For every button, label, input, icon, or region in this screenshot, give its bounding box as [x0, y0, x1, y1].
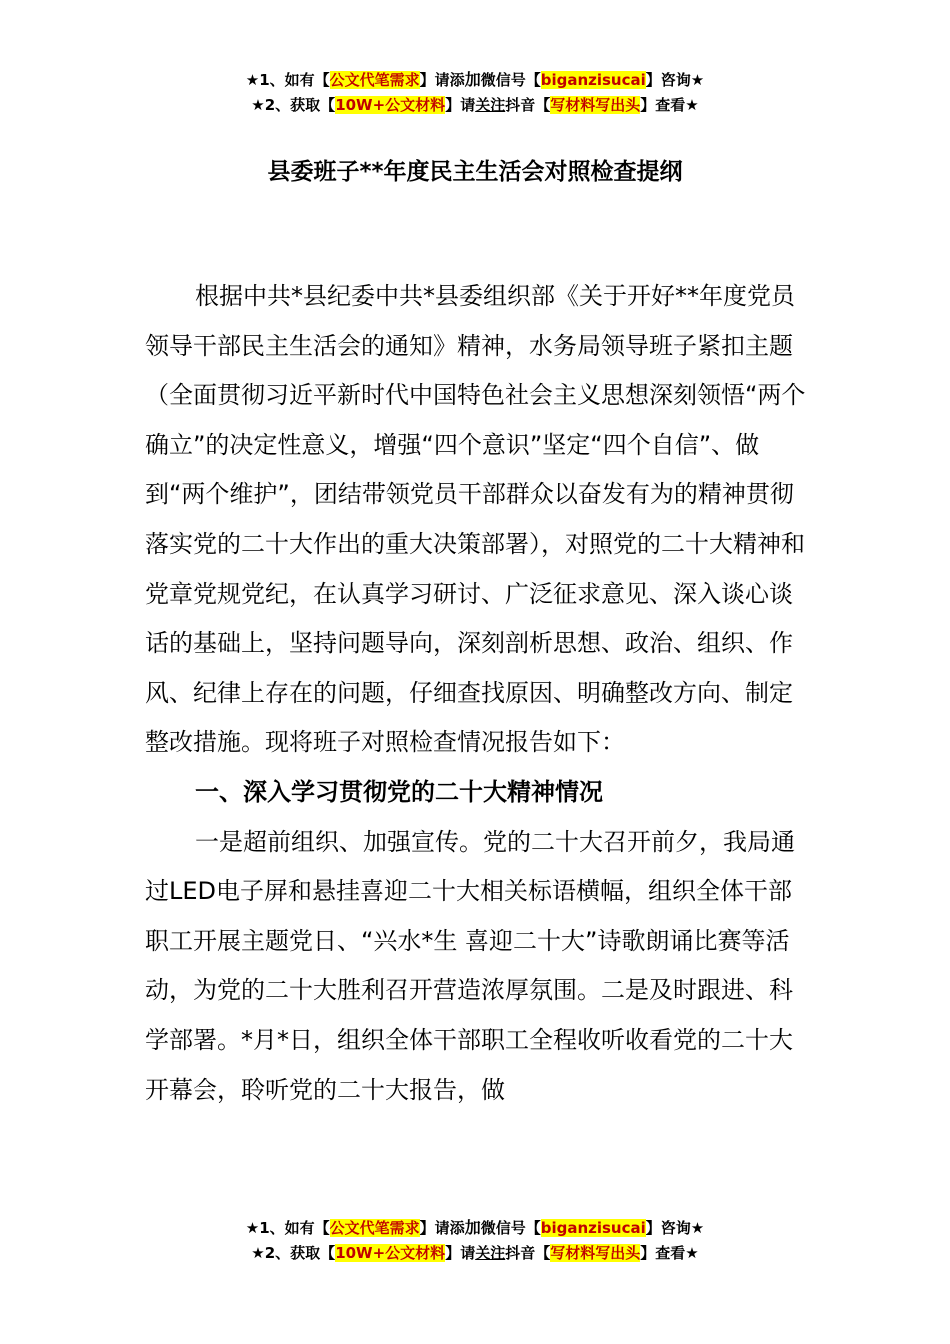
- banner-text: 抖音【: [505, 96, 551, 114]
- banner-line-2: [0, 93, 950, 118]
- intro-paragraph: 根据中共*县纪委中共*县委组织部《关于开好**年度党员领导干部民主生活会的通知》精神，水务局领导班子紧扣主题（全面贯彻习近平新时代中国特色社会主义思想深刻领悟“两个确立”的决定性意义，增强“四个意识”坚定“四个自信”、做到“两个维护”，团结带领党员干部群众以奋发有为的精神贯彻落实党的二十大作出的重大决策部署），对照党的二十大精神和党章党规党纪，在认真学习研讨、广泛征求意见、深入谈心谈话的基础上，坚持问题导向，深刻剖析思想、政治、组织、作风、纪律上存在的问题，仔细查找原因、明确整改方向、制定整改措施。现将班子对照检查情况报告如下：: [145, 282, 806, 757]
- banner-text: 】请添: [419, 1219, 465, 1237]
- document-title: 县委班子**年度民主生活会对照检查提纲: [267, 159, 683, 185]
- banner-text: 抖音【: [505, 1244, 551, 1262]
- banner-text: ★2、获取【: [251, 96, 336, 114]
- banner-line-2: [0, 1241, 950, 1266]
- banner-text: 关注: [475, 96, 506, 114]
- banner-text: 加: [464, 70, 481, 89]
- header-banner: [0, 67, 950, 118]
- document-body: [145, 272, 807, 1115]
- banner-text: 】请: [445, 1244, 476, 1262]
- banner-text: 】咨询★: [645, 1219, 705, 1237]
- banner-text: 】查看★: [640, 96, 699, 114]
- banner-highlight: biganzisucai: [540, 71, 646, 89]
- banner-text: 关注: [475, 1244, 506, 1262]
- banner-text: 】咨询★: [645, 71, 705, 89]
- banner-text: ★1、如有【: [245, 71, 330, 89]
- banner-highlight: 写材料写出头: [550, 96, 641, 114]
- banner-text: 】请添: [419, 71, 465, 89]
- banner-highlight: 写材料写出头: [550, 1244, 641, 1262]
- banner-highlight: biganzisucai: [540, 1219, 646, 1237]
- banner-line-1: [0, 1215, 950, 1241]
- banner-text: ★1、如有【: [245, 1219, 330, 1237]
- banner-highlight: 公文代笔需求: [329, 71, 420, 89]
- banner-text: 】查看★: [640, 1244, 699, 1262]
- section-paragraph: 一是超前组织、加强宣传。党的二十大召开前夕，我局通过LED电子屏和悬挂喜迎二十大相关标语横幅，组织全体干部职工开展主题党日、“兴水*生 喜迎二十大”诗歌朗诵比赛等活动，为党的二十大胜利召开营造浓厚氛围。二是及时跟进、科学部署。*月*日，组织全体干部职工全程收听收看党的二十大开幕会，聆听党的二十大报告，做: [145, 827, 795, 1104]
- banner-highlight: 10W+公文材料: [335, 1244, 446, 1262]
- banner-highlight: 公文代笔需求: [329, 1219, 420, 1237]
- banner-text: 微信号【: [480, 71, 541, 89]
- banner-text: 加: [464, 1218, 481, 1237]
- footer-banner: [0, 1215, 950, 1266]
- section-heading: 一、深入学习贯彻党的二十大精神情况: [195, 777, 603, 806]
- banner-highlight: 10W+公文材料: [335, 96, 446, 114]
- banner-line-1: [0, 67, 950, 93]
- banner-text: ★2、获取【: [251, 1244, 336, 1262]
- banner-text: 】请: [445, 96, 476, 114]
- banner-text: 微信号【: [480, 1219, 541, 1237]
